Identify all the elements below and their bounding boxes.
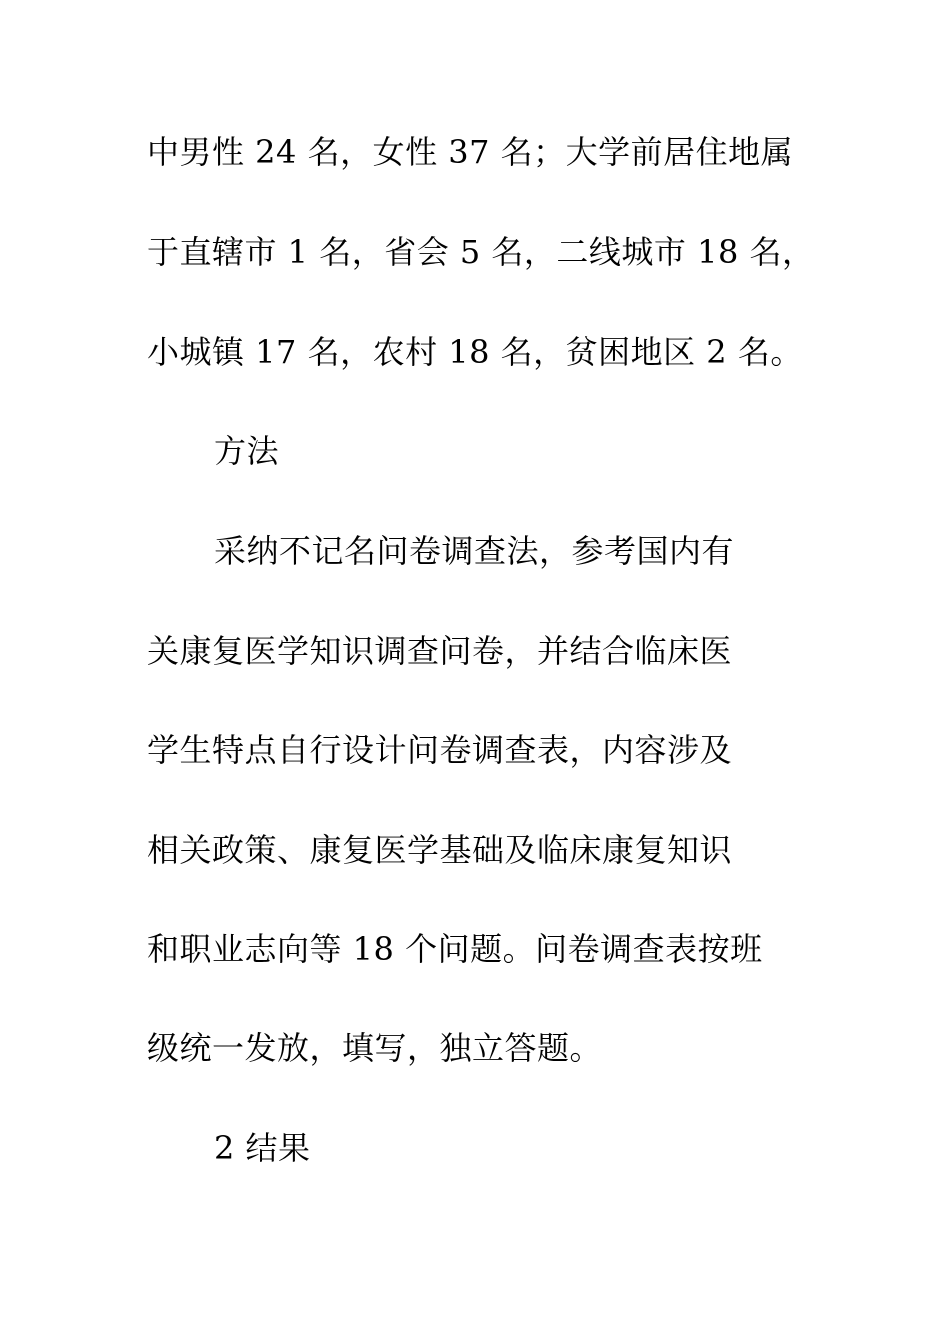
paragraph-line: 于直辖市 1 名，省会 5 名，二线城市 18 名， [147, 233, 815, 271]
section-heading-method: 方法 [214, 432, 280, 470]
paragraph-line: 相关政策、康复医学基础及临床康复知识 [147, 831, 733, 869]
paragraph-line: 中男性 24 名，女性 37 名；大学前居住地属 [147, 133, 794, 171]
paragraph-line: 采纳不记名问卷调查法，参考国内有 [214, 532, 735, 570]
paragraph-line: 小城镇 17 名，农村 18 名，贫困地区 2 名。 [147, 333, 803, 371]
paragraph-line: 级统一发放，填写，独立答题。 [147, 1029, 603, 1067]
paragraph-line: 关康复医学知识调查问卷，并结合临床医 [147, 632, 733, 670]
paragraph-line: 学生特点自行设计问卷调查表，内容涉及 [147, 731, 733, 769]
paragraph-line: 和职业志向等 18 个问题。问卷调查表按班 [147, 930, 763, 968]
section-heading-results: 2 结果 [214, 1129, 311, 1167]
